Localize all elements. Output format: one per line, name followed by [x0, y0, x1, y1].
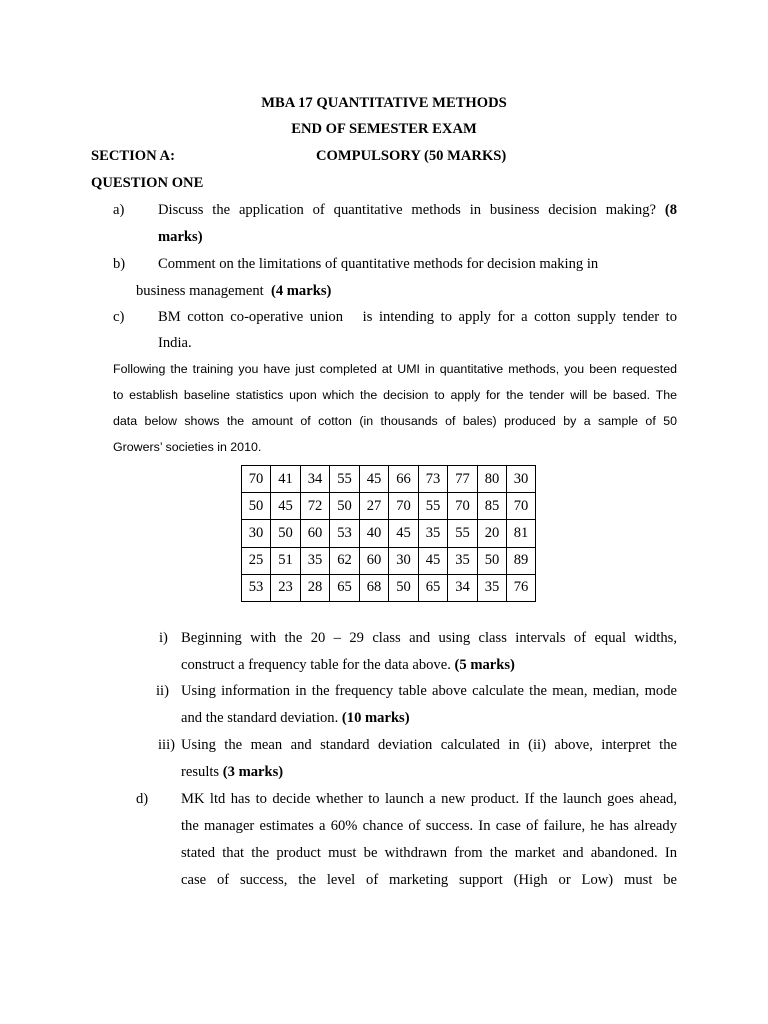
sub-ii-marks: (10 marks): [341, 710, 410, 726]
table-cell: 25: [242, 547, 271, 574]
item-b-line1: Comment on the limitations of quantitative methods for decision making in: [158, 256, 599, 272]
item-c-label: c): [113, 309, 125, 325]
table-cell: 30: [507, 466, 536, 493]
table-cell: 85: [478, 493, 507, 520]
table-cell: 35: [478, 574, 507, 601]
table-cell: 27: [360, 493, 389, 520]
section-note: COMPULSORY (50 MARKS): [316, 148, 507, 164]
item-c-line1: BM cotton co-operative union is intending to apply for a cotton supply tender to: [158, 309, 677, 325]
table-cell: 34: [301, 466, 330, 493]
table-cell: 70: [507, 493, 536, 520]
table-cell: 65: [419, 574, 448, 601]
item-d-line3: stated that the product must be withdrawn from the market and abandoned. In: [181, 845, 677, 861]
table-cell: 60: [301, 520, 330, 547]
table-cell: 50: [389, 574, 419, 601]
item-d-line2: the manager estimates a 60% chance of success. In case of failure, he has already: [181, 818, 677, 834]
question-title: QUESTION ONE: [91, 175, 204, 191]
table-cell: 23: [271, 574, 301, 601]
table-cell: 35: [419, 520, 448, 547]
table-cell: 50: [242, 493, 271, 520]
table-cell: 80: [478, 466, 507, 493]
sub-iii-line2: [181, 762, 283, 782]
table-cell: 35: [448, 547, 478, 574]
table-cell: 70: [389, 493, 419, 520]
table-cell: 76: [507, 574, 536, 601]
table-cell: 50: [330, 493, 360, 520]
item-a-label: a): [113, 202, 125, 218]
table-cell: 45: [389, 520, 419, 547]
table-cell: 34: [448, 574, 478, 601]
table-cell: 35: [301, 547, 330, 574]
item-b-text2: business management: [136, 283, 264, 299]
table-cell: 53: [242, 574, 271, 601]
sub-ii-line2: [181, 708, 410, 728]
table-cell: 45: [360, 466, 389, 493]
table-row: [242, 520, 536, 547]
para-line1: Following the training you have just completed at UMI in quantitative methods, you been requested: [113, 362, 677, 376]
item-a-marks-close: marks): [158, 229, 203, 245]
sub-i-marks: (5 marks): [454, 657, 515, 673]
table-cell: 45: [419, 547, 448, 574]
sub-iii-line1: Using the mean and standard deviation calculated in (ii) above, interpret the: [181, 737, 677, 753]
table-cell: 30: [242, 520, 271, 547]
para-line2: to establish baseline statistics upon which the decision to apply for the tender will be based. The: [113, 388, 677, 402]
item-b-label: b): [113, 256, 126, 272]
item-c-line2: India.: [158, 335, 192, 351]
item-a-text: Discuss the application of quantitative methods in business decision making?: [158, 202, 656, 218]
item-a-line1: [158, 200, 677, 220]
table-cell: 53: [330, 520, 360, 547]
table-cell: 40: [360, 520, 389, 547]
sub-ii-line1: Using information in the frequency table above calculate the mean, median, mode: [181, 683, 677, 699]
table-cell: 81: [507, 520, 536, 547]
table-cell: 60: [360, 547, 389, 574]
exam-title: END OF SEMESTER EXAM: [291, 121, 477, 137]
table-row: [242, 547, 536, 574]
table-cell: 41: [271, 466, 301, 493]
item-d-label: d): [136, 791, 149, 807]
sub-ii-label: ii): [156, 683, 169, 699]
section-label: SECTION A:: [91, 148, 175, 164]
table-cell: 50: [478, 547, 507, 574]
table-cell: 30: [389, 547, 419, 574]
table-cell: 66: [389, 466, 419, 493]
sub-iii-text2: results: [181, 764, 220, 780]
para-line3: data below shows the amount of cotton (in thousands of bales) produced by a sample of 50: [113, 414, 677, 428]
table-cell: 72: [301, 493, 330, 520]
table-cell: 68: [360, 574, 389, 601]
item-b-marks: (4 marks): [270, 283, 332, 299]
course-title: MBA 17 QUANTITATIVE METHODS: [261, 95, 507, 111]
sub-ii-text2: and the standard deviation.: [181, 710, 339, 726]
item-a-marks-open: (8: [664, 202, 677, 218]
item-d-line1: MK ltd has to decide whether to launch a new product. If the launch goes ahead,: [181, 791, 677, 807]
table-cell: 51: [271, 547, 301, 574]
sub-iii-marks: (3 marks): [222, 764, 284, 780]
sub-i-label: i): [159, 630, 168, 646]
table-cell: 89: [507, 547, 536, 574]
table-row: [242, 574, 536, 601]
sub-iii-label: iii): [158, 737, 176, 753]
para-line4: Growers’ societies in 2010.: [113, 440, 262, 454]
table-cell: 28: [301, 574, 330, 601]
table-cell: 62: [330, 547, 360, 574]
table-cell: 70: [448, 493, 478, 520]
table-cell: 65: [330, 574, 360, 601]
table-cell: 45: [271, 493, 301, 520]
sub-i-line1: Beginning with the 20 – 29 class and using class intervals of equal widths,: [181, 630, 677, 646]
table-cell: 20: [478, 520, 507, 547]
table-row: [242, 493, 536, 520]
cotton-data-table: [241, 465, 536, 602]
table-cell: 55: [448, 520, 478, 547]
item-d-line4: case of success, the level of marketing support (High or Low) must be: [181, 872, 677, 888]
table-cell: 77: [448, 466, 478, 493]
item-b-line2: [136, 281, 331, 301]
table-cell: 55: [330, 466, 360, 493]
sub-i-text2: construct a frequency table for the data above.: [181, 657, 451, 673]
table-cell: 55: [419, 493, 448, 520]
sub-i-line2: [181, 655, 515, 675]
table-cell: 73: [419, 466, 448, 493]
table-cell: 70: [242, 466, 271, 493]
table-cell: 50: [271, 520, 301, 547]
table-row: [242, 466, 536, 493]
